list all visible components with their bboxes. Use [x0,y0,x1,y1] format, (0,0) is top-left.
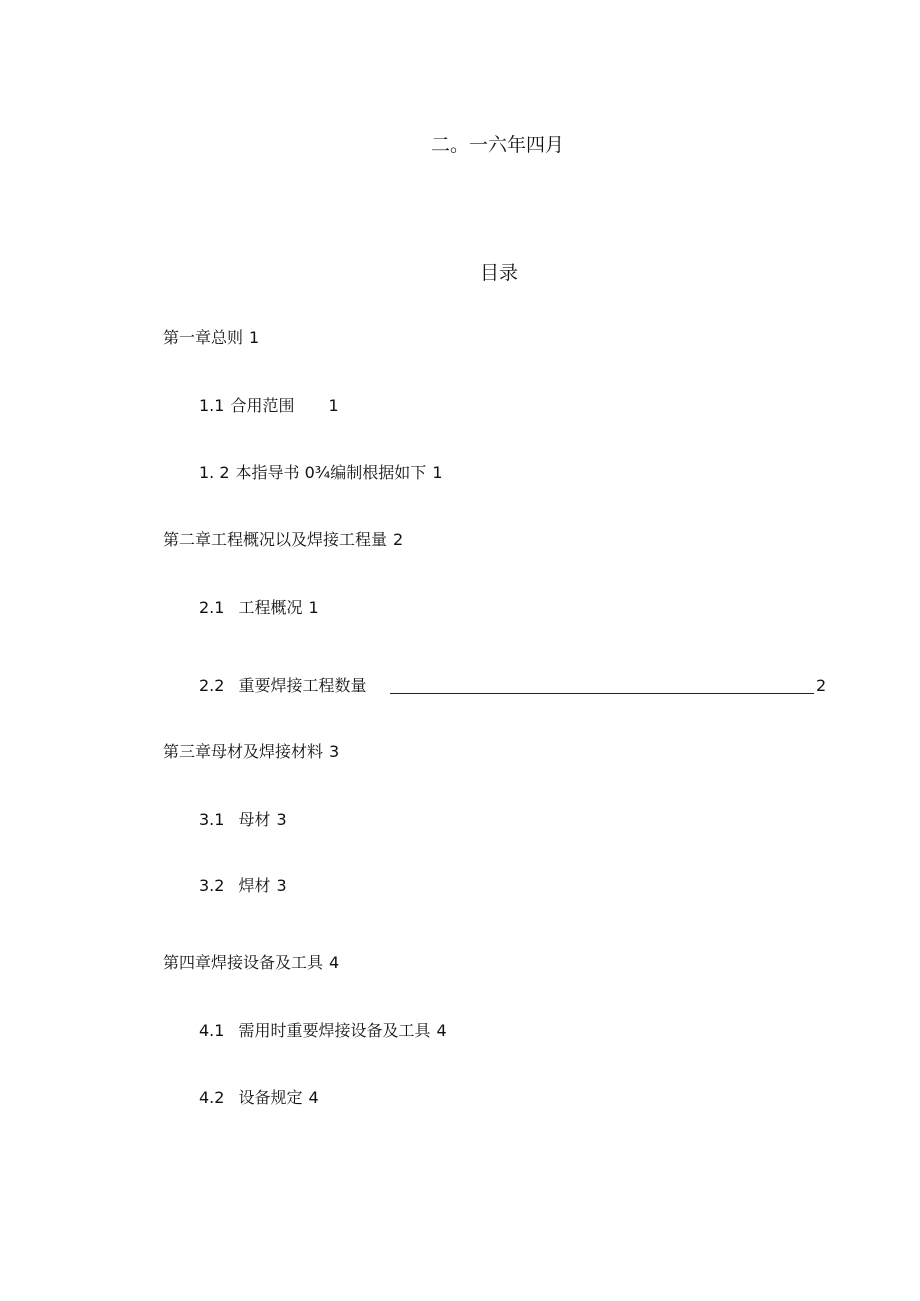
document-date: 二。一六年四月 [431,134,565,156]
toc-entry-number: 2.2 [199,676,225,695]
toc-entry-chapter-2[interactable] [163,529,403,551]
toc-entry-page: 1 [328,396,339,415]
toc-entry-text: 需用时重要焊接设备及工具 [238,1021,431,1040]
toc-entry-number: 4.1 [199,1021,225,1040]
toc-entry-text: 本指导书 0¾编制根据如下 [235,463,427,482]
toc-entry-page: 2 [816,676,827,695]
toc-entry-page: 3 [329,742,340,761]
toc-entry-text: 设备规定 [238,1088,303,1107]
toc-entry-section-1-2[interactable] [199,462,443,484]
toc-entry-page: 1 [249,328,260,347]
toc-entry-page: 4 [329,953,340,972]
toc-entry-page: 3 [276,810,287,829]
toc-entry-text: 工程概况 [238,598,303,617]
toc-entry-section-2-2[interactable] [199,675,366,697]
toc-entry-section-3-2[interactable] [199,875,287,897]
toc-entry-section-3-1[interactable] [199,809,287,831]
toc-entry-page: 4 [308,1088,319,1107]
toc-entry-section-2-1[interactable] [199,597,319,619]
toc-entry-text: 第四章焊接设备及工具 [163,953,324,972]
toc-title: 目录 [480,262,519,284]
toc-entry-number: 1.1 [199,396,225,415]
toc-entry-text: 合用范围 [230,396,295,415]
toc-dot-leader [390,693,814,694]
toc-entry-number: 3.1 [199,810,225,829]
toc-entry-text: 母材 [238,810,271,829]
toc-entry-page: 1 [308,598,319,617]
toc-entry-number: 1. 2 [199,463,230,482]
toc-entry-number: 2.1 [199,598,225,617]
toc-entry-text: 焊材 [238,876,271,895]
toc-entry-chapter-1[interactable] [163,327,259,349]
toc-entry-page: 4 [436,1021,447,1040]
toc-entry-page: 2 [393,530,404,549]
toc-entry-text: 第一章总则 [163,328,244,347]
toc-entry-chapter-3[interactable] [163,741,339,763]
toc-entry-text: 第三章母材及焊接材料 [163,742,324,761]
toc-entry-page: 1 [432,463,443,482]
toc-entry-text: 第二章工程概况以及焊接工程量 [163,530,388,549]
toc-entry-chapter-4[interactable] [163,952,339,974]
toc-entry-section-1-1[interactable] [199,395,339,417]
toc-entry-number: 3.2 [199,876,225,895]
toc-entry-number: 4.2 [199,1088,225,1107]
toc-entry-section-4-2[interactable] [199,1087,319,1109]
toc-entry-section-4-1[interactable] [199,1020,447,1042]
toc-entry-text: 重要焊接工程数量 [238,676,367,695]
toc-entry-page: 3 [276,876,287,895]
